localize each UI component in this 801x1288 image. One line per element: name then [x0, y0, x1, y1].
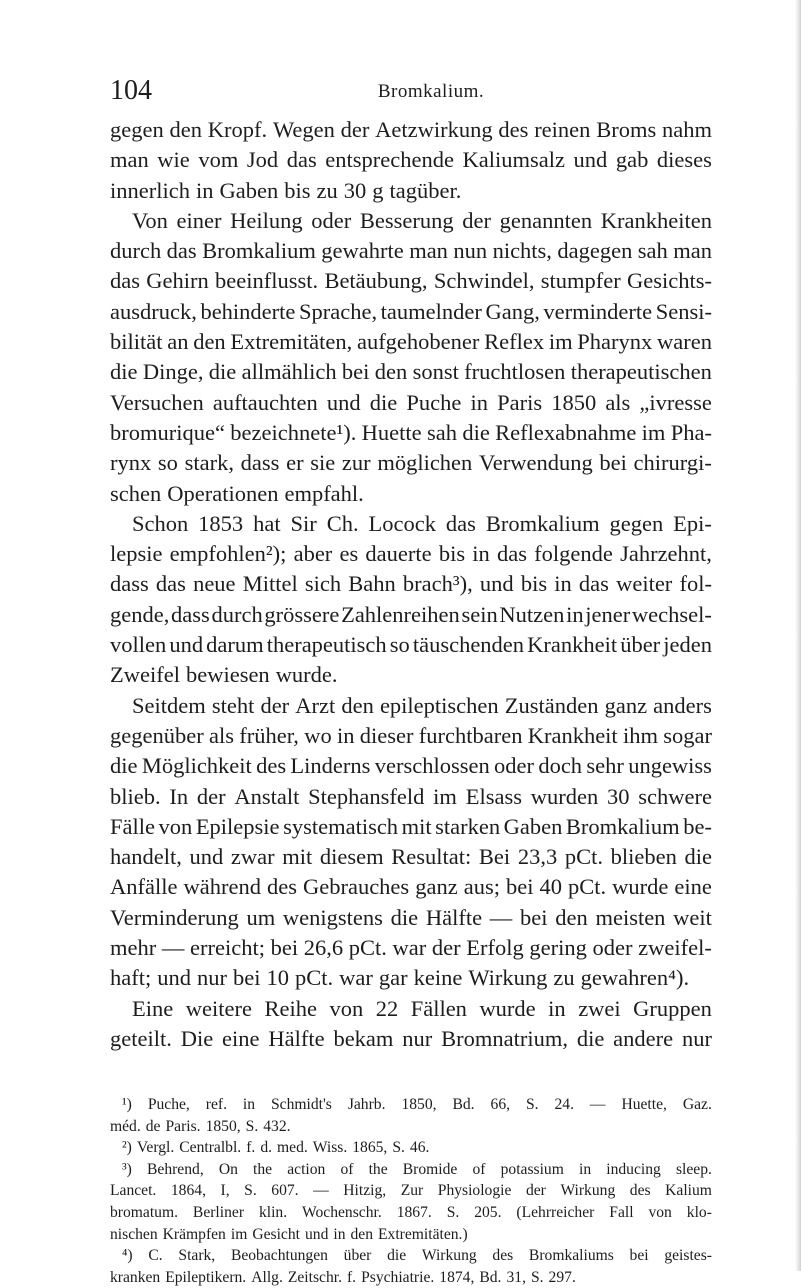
text-line: Verminderung um wenigstens die Hälfte — bei den meisten weit — [110, 904, 712, 930]
page-edge-shadow — [795, 0, 801, 1271]
text-line: geteilt. Die eine Hälfte bekam nur Bromnatrium, die andere nur — [110, 1025, 712, 1051]
text-line: lepsie empfohlen²); aber es dauerte bis in das folgende Jahrzehnt, — [110, 541, 712, 567]
text-line: Eine weitere Reihe von 22 Fällen wurde in zwei Gruppen — [132, 995, 712, 1021]
page-header — [110, 76, 712, 106]
text-line: handelt, und zwar mit diesem Resultat: Bei 23,3 pCt. blieben die — [110, 844, 712, 870]
footnote-line: ⁴) C. Stark, Beobachtungen über die Wirkung des Bromkaliums bei geistes- — [122, 1247, 712, 1265]
text-line: Schon 1853 hat Sir Ch. Locock das Bromkalium gegen Epi- — [132, 510, 712, 536]
text-line: ausdruck, behinderte Sprache, taumelnder Gang, verminderte Sensi- — [110, 298, 712, 324]
text-line: die Dinge, die allmählich bei den sonst fruchtlosen therapeutischen — [110, 359, 712, 385]
text-line: haft; und nur bei 10 pCt. war gar keine Wirkung zu gewahren⁴). — [110, 965, 690, 991]
text-line: bilität an den Extremitäten, aufgehobener Reflex im Pharynx waren — [110, 329, 712, 355]
text-line: gegenüber als früher, wo in dieser furchtbaren Krankheit ihm sogar — [110, 722, 712, 748]
text-line: rynx so stark, dass er sie zur möglichen Verwendung bei chirurgi- — [110, 450, 712, 476]
text-line: gegen den Kropf. Wegen der Aetzwirkung des reinen Broms nahm — [110, 117, 712, 142]
footnote-line: méd. de Paris. 1850, S. 432. — [110, 1117, 291, 1135]
text-line: innerlich in Gaben bis zu 30 g tagüber. — [110, 177, 462, 203]
footnote-line: ³) Behrend, On the action of the Bromide of potassium in inducing sleep. — [122, 1160, 712, 1178]
text-line: man wie vom Jod das entsprechende Kaliumsalz und gab dieses — [110, 147, 712, 173]
text-line: vollen und darum therapeutisch so täuschenden Krankheit über jeden — [110, 632, 712, 658]
footnote-line: ¹) Puche, ref. in Schmidt's Jahrb. 1850, Bd. 66, S. 24. — Huette, Gaz. — [122, 1096, 712, 1113]
text-line: Fälle von Epilepsie systematisch mit starken Gaben Bromkalium be- — [110, 813, 712, 839]
text-line: durch das Bromkalium gewahrte man nun nichts, dagegen sah man — [110, 238, 712, 264]
footnote-line: kranken Epileptikern. Allg. Zeitschr. f. Psychiatrie. 1874, Bd. 31, S. 297. — [110, 1268, 576, 1286]
footnote-line: ²) Vergl. Centralbl. f. d. med. Wiss. 1865, S. 46. — [122, 1139, 430, 1157]
footnotes — [110, 1094, 712, 1288]
text-line: schen Operationen empfahl. — [110, 480, 364, 506]
text-line: bromurique“ bezeichnete¹). Huette sah die Reflexabnahme im Pha- — [110, 419, 712, 445]
text-line: mehr — erreicht; bei 26,6 pCt. war der Erfolg gering oder zweifel- — [110, 935, 712, 961]
text-line: gende, dass durch grössere Zahlenreihen sein Nutzen in jener wechsel- — [110, 601, 712, 627]
page-number: 104 — [110, 75, 152, 106]
text-line: Versuchen auftauchten und die Puche in Paris 1850 als „ivresse — [110, 389, 712, 415]
text-line: Anfälle während des Gebrauches ganz aus; bei 40 pCt. wurde eine — [110, 874, 712, 900]
text-line: das Gehirn beeinflusst. Betäubung, Schwindel, stumpfer Gesichts- — [110, 268, 712, 294]
text-line: die Möglichkeit des Linderns verschlossen oder doch sehr ungewiss — [110, 753, 712, 779]
text-line: blieb. In der Anstalt Stephansfeld im Elsass wurden 30 schwere — [110, 783, 712, 809]
running-head: Bromkalium. — [377, 81, 485, 102]
text-line: Von einer Heilung oder Besserung der genannten Krankheiten — [132, 207, 712, 233]
text-line: Zweifel bewiesen wurde. — [110, 662, 338, 688]
body-text — [110, 115, 712, 1054]
footnote-line: bromatum. Berliner klin. Wochenschr. 1867. S. 205. (Lehrreicher Fall von klo- — [110, 1203, 712, 1221]
footnote-line: Lancet. 1864, I, S. 607. — Hitzig, Zur Physiologie der Wirkung des Kalium — [110, 1182, 712, 1200]
footnote-line: nischen Krämpfen im Gesicht und in den Extremitäten.) — [110, 1225, 468, 1243]
text-line: Seitdem steht der Arzt den epileptischen Zuständen ganz anders — [132, 692, 712, 718]
text-line: dass das neue Mittel sich Bahn brach³), und bis in das weiter fol- — [110, 571, 712, 597]
